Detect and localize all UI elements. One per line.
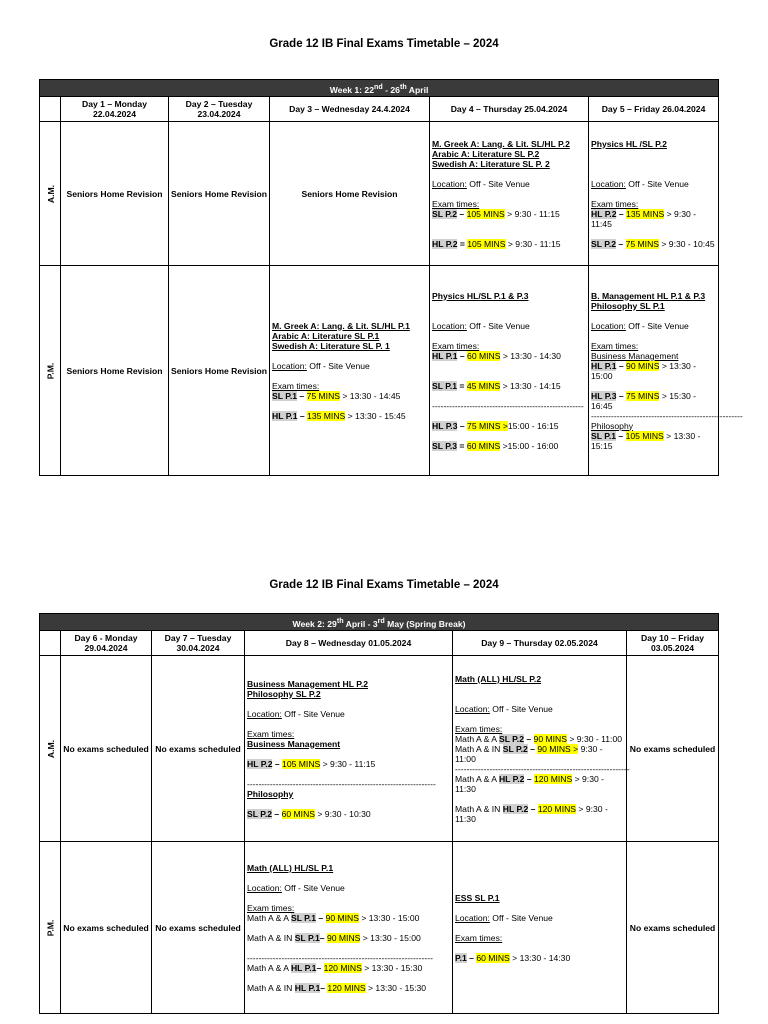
exam-cell-day8-am: Business Management HL P.2 Philosophy SL P.2 Location: Off - Site Venue Exam times: Business Management HL P.2 – 105 MINS > 9:30 - 11:15 ------------------------------------------------------------------ Philosophy SL P.2 – 60 MINS > 9:30 - 10:30 bbox=[245, 656, 453, 842]
no-exams-cell: No exams scheduled bbox=[627, 842, 719, 1014]
day-header: Day 3 – Wednesday 24.4.2024 bbox=[270, 97, 430, 122]
exam-cell-day5-pm: B. Management HL P.1 & P.3 Philosophy SL P.1 Location: Off - Site Venue Exam times: Business Management HL P.1 – 90 MINS > 13:30 - 15:00 HL P.3 – 75 MINS > 15:30 - 16:45 ----------------------------------------------------- Philosophy SL P.1 – 105 MINS > 13:30 - 15:15 bbox=[589, 266, 719, 476]
revision-cell: Seniors Home Revision bbox=[61, 122, 169, 266]
corner-cell bbox=[40, 97, 61, 122]
exam-cell-day4-pm: Physics HL/SL P.1 & P.3 Location: Off - Site Venue Exam times: HL P.1 – 60 MINS > 13:30 - 14:30 SL P.1 = 45 MINS > 13:30 - 14:15 ----------------------------------------------------- HL P.3 – 75 MINS >15:00 - 16:15 SL P.3 = 60 MINS >15:00 - 16:00 bbox=[430, 266, 589, 476]
pm-label: P.M. bbox=[40, 842, 61, 1014]
exam-cell-day4-am: M. Greek A: Lang. & Lit. SL/HL P.2 Arabic A: Literature SL P.2 Swedish A: Literature SL P. 2 Location: Off - Site Venue Exam times: SL P.2 – 105 MINS > 9:30 - 11:15 HL P.2 = 105 MINS > 9:30 - 11:15 bbox=[430, 122, 589, 266]
exam-cell-day9-am: Math (ALL) HL/SL P.2 Location: Off - Site Venue Exam times: Math A & A SL P.2 – 90 MINS > 9:30 - 11:00 Math A & IN SL P.2 – 90 MINS > 9:30 - 11:00 ------------------------------------------------------------- Math A & A HL P.2 – 120 MINS > 9:30 - 11:30 Math A & IN HL P.2 – 120 MINS > 9:30 - 11:30 bbox=[453, 656, 627, 842]
no-exams-cell: No exams scheduled bbox=[61, 842, 152, 1014]
exam-cell-day8-pm: Math (ALL) HL/SL P.1 Location: Off - Site Venue Exam times: Math A & A SL P.1 – 90 MINS > 13:30 - 15:00 Math A & IN SL P.1– 90 MINS > 13:30 - 15:00 ----------------------------------------------------------------- Math A & A HL P.1– 120 MINS > 13:30 - 15:30 Math A & IN HL P.1– 120 MINS > 13:30 - 15:30 bbox=[245, 842, 453, 1014]
revision-cell: Seniors Home Revision bbox=[61, 266, 169, 476]
revision-cell: Seniors Home Revision bbox=[270, 122, 430, 266]
revision-cell: Seniors Home Revision bbox=[169, 122, 270, 266]
day-header: Day 8 – Wednesday 01.05.2024 bbox=[245, 631, 453, 656]
day-header: Day 9 – Thursday 02.05.2024 bbox=[453, 631, 627, 656]
exam-cell-day9-pm: ESS SL P.1 Location: Off - Site Venue Exam times: P.1 – 60 MINS > 13:30 - 14:30 bbox=[453, 842, 627, 1014]
day-header: Day 2 – Tuesday 23.04.2024 bbox=[169, 97, 270, 122]
revision-cell: Seniors Home Revision bbox=[169, 266, 270, 476]
day-header: Day 6 - Monday 29.04.2024 bbox=[61, 631, 152, 656]
separator: ----------------------------------------------------- bbox=[432, 400, 584, 411]
no-exams-cell: No exams scheduled bbox=[627, 656, 719, 842]
no-exams-cell: No exams scheduled bbox=[61, 656, 152, 842]
day-header: Day 7 – Tuesday 30.04.2024 bbox=[152, 631, 245, 656]
separator: ----------------------------------------------------- bbox=[591, 410, 743, 421]
day-header: Day 4 – Thursday 25.04.2024 bbox=[430, 97, 589, 122]
corner-cell bbox=[40, 631, 61, 656]
week-banner: Week 2: 29th April - 3rd May (Spring Break) bbox=[40, 614, 719, 631]
day-header: Day 10 – Friday 03.05.2024 bbox=[627, 631, 719, 656]
separator: ------------------------------------------------------------------ bbox=[247, 778, 436, 789]
separator: ------------------------------------------------------------- bbox=[455, 763, 630, 774]
week-banner: Week 1: 22nd - 26th April bbox=[40, 80, 719, 97]
exam-cell-day5-am: Physics HL /SL P.2 Location: Off - Site Venue Exam times: HL P.2 – 135 MINS > 9:30 - 11:45 SL P.2 – 75 MINS > 9:30 - 10:45 bbox=[589, 122, 719, 266]
am-label: A.M. bbox=[40, 656, 61, 842]
day-header: Day 1 – Monday 22.04.2024 bbox=[61, 97, 169, 122]
timetable-week2 bbox=[39, 613, 719, 1014]
am-label: A.M. bbox=[40, 122, 61, 266]
page-title-week1: Grade 12 IB Final Exams Timetable – 2024 bbox=[269, 38, 499, 50]
separator: ----------------------------------------------------------------- bbox=[247, 952, 434, 963]
timetable-week1 bbox=[39, 79, 743, 476]
no-exams-cell: No exams scheduled bbox=[152, 842, 245, 1014]
pm-label: P.M. bbox=[40, 266, 61, 476]
page-title-week2: Grade 12 IB Final Exams Timetable – 2024 bbox=[269, 579, 499, 591]
exam-cell-day3-pm: M. Greek A: Lang. & Lit. SL/HL P.1 Arabic A: Literature SL P.1 Swedish A: Literature SL P. 1 Location: Off - Site Venue Exam times: SL P.1 – 75 MINS > 13:30 - 14:45 HL P.1 – 135 MINS > 13:30 - 15:45 bbox=[270, 266, 430, 476]
day-header: Day 5 – Friday 26.04.2024 bbox=[589, 97, 719, 122]
no-exams-cell: No exams scheduled bbox=[152, 656, 245, 842]
